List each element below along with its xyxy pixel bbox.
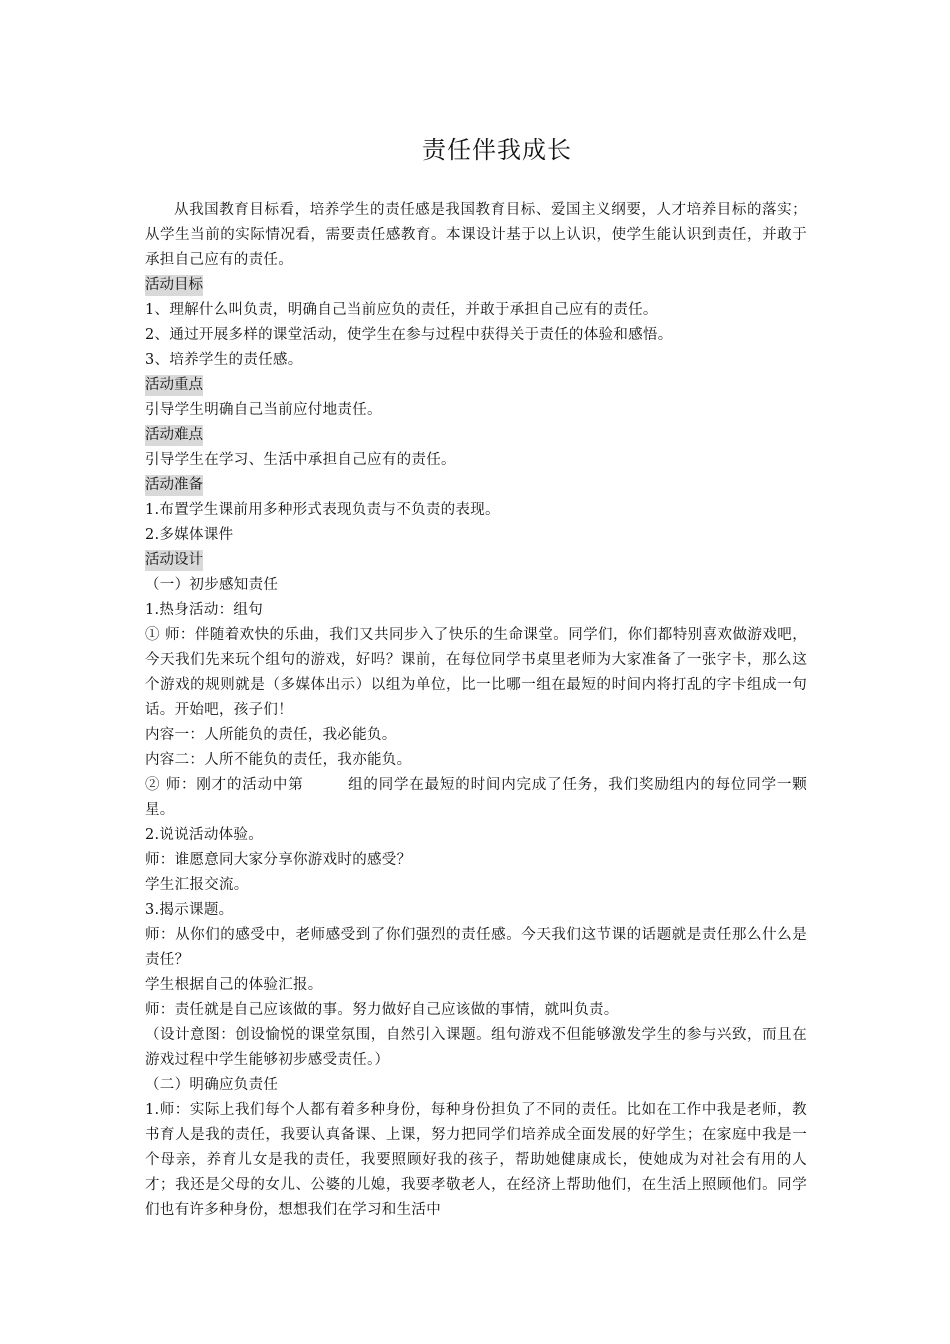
preparation-item-1: 1.布置学生课前用多种形式表现负责与不负责的表现。 <box>145 502 500 518</box>
experience-title: 2.说说活动体验。 <box>145 827 264 843</box>
difficulty-text: 引导学生在学习、生活中承担自己应有的责任。 <box>145 452 456 468</box>
step2-part-a: ② 师：刚才的活动中第 <box>145 777 304 793</box>
difficulty-heading: 活动难点 <box>145 425 203 446</box>
preparation-item-2: 2.多媒体课件 <box>145 527 234 543</box>
warmup-title: 1.热身活动：组句 <box>145 602 264 618</box>
content-one: 内容一：人所能负的责任，我必能负。 <box>145 727 397 743</box>
reveal-teacher-1: 师：从你们的感受中，老师感受到了你们强烈的责任感。今天我们这节课的话题就是责任那么什么是责任？ <box>145 927 807 968</box>
reveal-teacher-2: 师：责任就是自己应该做的事。努力做好自己应该做的事情，就叫负责。 <box>145 1002 619 1018</box>
warmup-step-1: ① 师：伴随着欢快的乐曲，我们又共同步入了快乐的生命课堂。同学们，你们都特别喜欢做游戏吧，今天我们先来玩个组句的游戏，好吗？课前，在每位同学书桌里老师为大家准备了一张字卡，那么这个游戏的规则就是（多媒体出示）以组为单位，比一比哪一组在最短的时间内将打乱的字卡组成一句话。开始吧，孩子们！ <box>145 627 807 718</box>
design-heading: 活动设计 <box>145 550 203 571</box>
goal-item-2: 2、通过开展多样的课堂活动，使学生在参与过程中获得关于责任的体验和感悟。 <box>145 327 673 343</box>
preparation-heading: 活动准备 <box>145 475 203 496</box>
goals-heading: 活动目标 <box>145 275 203 296</box>
part2-text: 1.师：实际上我们每个人都有着多种身份，每种身份担负了不同的责任。比如在工作中我是老师，教书育人是我的责任，我要认真备课、上课，努力把同学们培养成全面发展的好学生；在家庭中我是一个母亲，养育儿女是我的责任，我要照顾好我的孩子，帮助她健康成长，使她成为对社会有用的人才；我还是父母的女儿、公婆的儿媳，我要孝敬老人，在经济上帮助他们，在生活上照顾他们。同学们也有许多种身份，想想我们在学习和生活中 <box>145 1102 807 1218</box>
step2-part-b: 组的同学在最短的时间内完成了任务，我们奖励组内的每位同学一颗星。 <box>145 777 807 818</box>
reveal-title: 3.揭示课题。 <box>145 902 234 918</box>
key-point-text: 引导学生明确自己当前应付地责任。 <box>145 402 382 418</box>
design-intent: （设计意图：创设愉悦的课堂氛围，自然引入课题。组句游戏不但能够激发学生的参与兴致，而且在游戏过程中学生能够初步感受责任。） <box>145 1027 807 1068</box>
document-page <box>145 130 807 1223</box>
goal-item-3: 3、培养学生的责任感。 <box>145 352 303 368</box>
content-two: 内容二：人所不能负的责任，我亦能负。 <box>145 752 412 768</box>
warmup-step-2 <box>145 773 807 823</box>
document-title: 责任伴我成长 <box>422 136 572 164</box>
experience-question: 师：谁愿意同大家分享你游戏时的感受？ <box>145 852 412 868</box>
part1-title: （一）初步感知责任 <box>145 577 279 593</box>
key-point-heading: 活动重点 <box>145 375 203 396</box>
goal-item-1: 1、理解什么叫负责，明确自己当前应负的责任，并敢于承担自己应有的责任。 <box>145 302 658 318</box>
part2-title: （二）明确应负责任 <box>145 1077 279 1093</box>
experience-answer: 学生汇报交流。 <box>145 877 249 893</box>
intro-paragraph: 从我国教育目标看，培养学生的责任感是我国教育目标、爱国主义纲要，人才培养目标的落实；从学生当前的实际情况看，需要责任感教育。本课设计基于以上认识，使学生能认识到责任，并敢于承担自己应有的责任。 <box>145 202 807 268</box>
reveal-student: 学生根据自己的体验汇报。 <box>145 977 323 993</box>
